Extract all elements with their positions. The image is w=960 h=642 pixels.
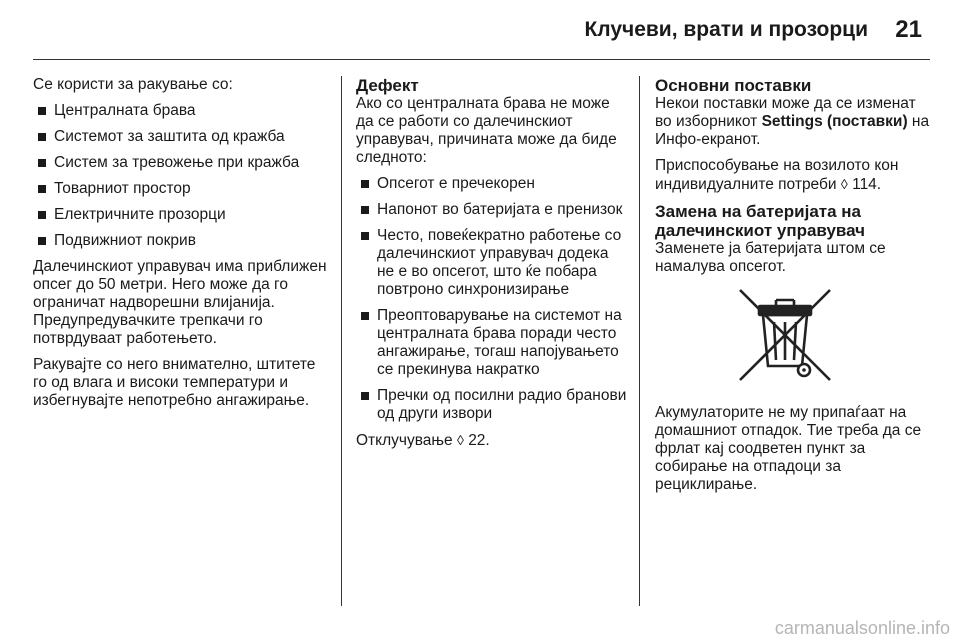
page-header	[0, 0, 960, 60]
list-item: Товарниот простор	[33, 180, 329, 198]
fault-intro: Ако со централната брава не може да се работи со далечинскиот управувач, причината може да биде следното:	[356, 95, 617, 166]
header-rule	[33, 59, 930, 60]
list-item: Подвижниот покрив	[33, 232, 329, 250]
list-item: Често, повеќекратно работење со далечинскиот управувач додека не е во опсегот, што ќе побара повтроно синхронизирање	[356, 227, 628, 299]
usage-list	[33, 102, 329, 250]
battery-paragraph: Заменете ја батеријата штом се намалува опсегот.	[655, 240, 886, 275]
list-item: Напонот во батеријата е пренизок	[356, 201, 628, 219]
settings-text: Некои поставки може да се изменат во изборникот	[655, 95, 916, 130]
usage-intro: Се користи за ракување со:	[33, 76, 233, 93]
range-paragraph: Далечинскиот управувач има приближен опсег до 50 метри. Него може да го ограничат надворешни влијанија. Предупредувачките трепкачи го потврдуваат работењето.	[33, 258, 327, 347]
personalisation-text: Приспособување на возилото кон индивидуалните потреби	[655, 157, 899, 193]
crossed-out-wheelie-bin-icon	[732, 284, 838, 390]
list-item: Преоптоварување на системот на централната брава поради често ангажирање, тогаш напојувањето се прекинува накратко	[356, 307, 628, 379]
page-title: Клучеви, врати и прозорци	[584, 18, 868, 41]
settings-heading: Основни поставки	[655, 76, 812, 95]
page-reference-arrow-icon: ◊	[840, 176, 848, 192]
column-divider-right	[639, 76, 640, 606]
fault-heading: Дефект	[356, 76, 419, 95]
column-settings	[655, 76, 933, 502]
list-item: Систем за тревожење при кражба	[33, 154, 329, 172]
care-paragraph: Ракувајте со него внимателно, штитете го од влага и високи температури и избегнувајте непотребно ангажирање.	[33, 356, 316, 409]
list-item: Централната брава	[33, 102, 329, 120]
settings-paragraph	[655, 95, 933, 149]
watermark: carmanualsonline.info	[774, 618, 950, 638]
list-item: Опсегот е пречекорен	[356, 175, 628, 193]
personalisation-page: 114.	[852, 176, 882, 193]
settings-menu-name: Settings (поставки)	[761, 113, 908, 130]
unlock-reference-label: Отклучување	[356, 432, 453, 449]
list-item: Системот за заштита од кражба	[33, 128, 329, 146]
column-fault	[356, 76, 628, 458]
fault-list	[356, 175, 628, 423]
unlock-reference[interactable]	[356, 431, 628, 450]
list-item: Електричните прозорци	[33, 206, 329, 224]
page-reference-arrow-icon: ◊	[456, 432, 464, 448]
battery-heading: Замена на батеријата на далечинскиот управувач	[655, 202, 866, 240]
disposal-paragraph: Акумулаторите не му припаѓаат на домашниот отпадок. Тие треба да се фрлат кај соодветен пункт за собирање на отпадоци за рециклирање.	[655, 404, 922, 493]
list-item: Пречки од посилни радио бранови од други извори	[356, 387, 628, 423]
unlock-reference-page: 22.	[468, 432, 490, 449]
column-divider-left	[341, 76, 342, 606]
settings-text-end: на Инфо-екранот.	[655, 113, 930, 148]
page-number: 21	[895, 16, 922, 43]
column-usage	[33, 76, 329, 418]
personalisation-paragraph[interactable]	[655, 157, 933, 194]
